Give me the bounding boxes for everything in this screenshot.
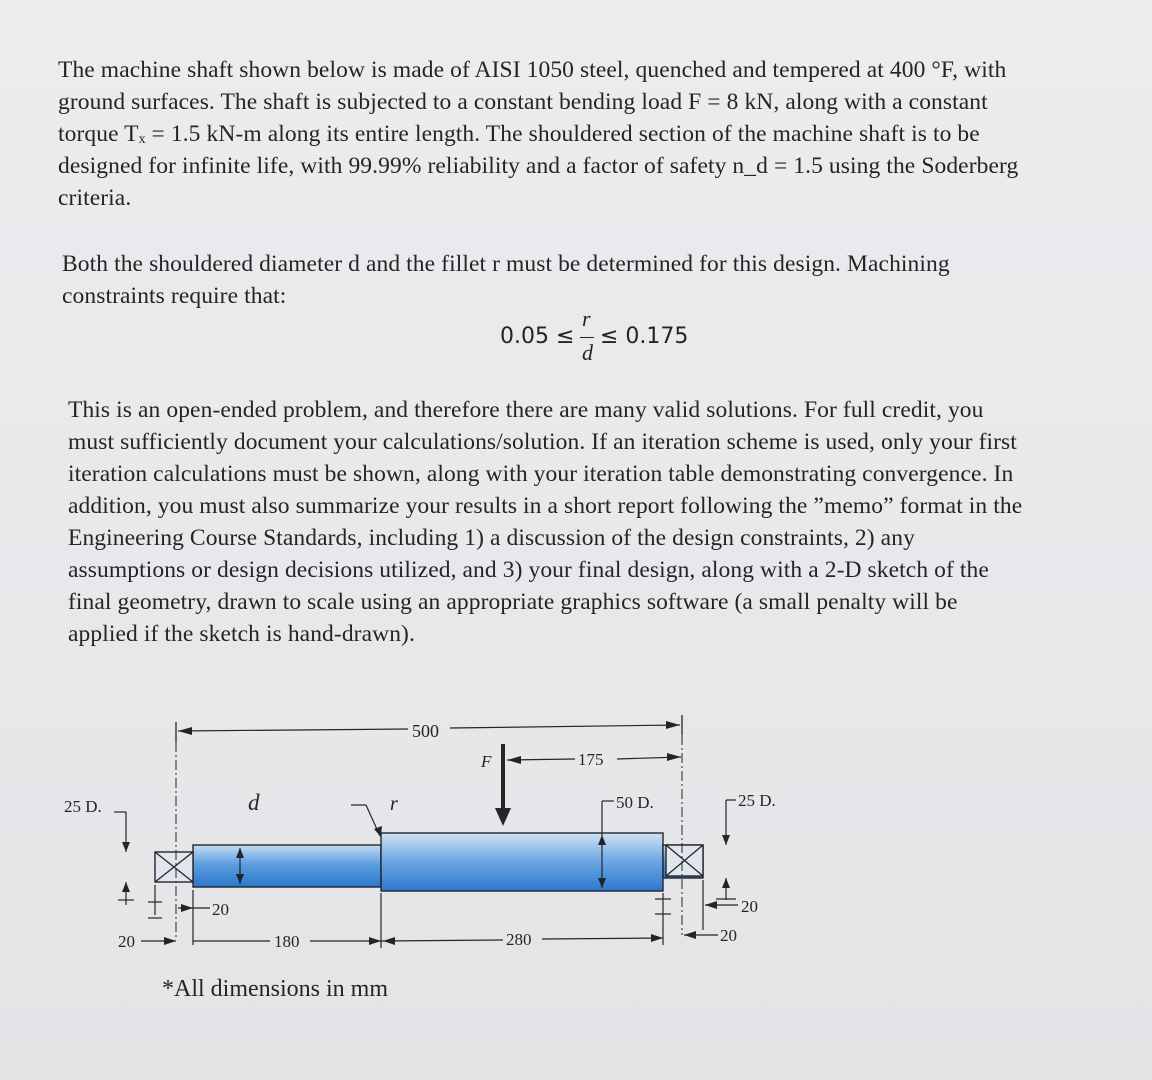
p1-line-2: ground surfaces. The shaft is subjected to a constant bending load F = 8 kN, along with a constant — [58, 89, 988, 115]
p3-line-6: assumptions or design decisions utilized, and 3) your final design, along with a 2-D sketch of the — [68, 557, 989, 583]
left-bearing-dimension — [178, 900, 229, 919]
fillet-r-label: r — [390, 793, 398, 815]
fraction-numerator: r — [582, 306, 591, 331]
overall-length-label: 500 — [412, 721, 439, 741]
right-bearing — [666, 845, 703, 876]
load-position-dimension — [480, 744, 681, 826]
shaft-large-section — [381, 833, 663, 891]
left-end-width-label: 20 — [118, 932, 135, 951]
fraction-denominator: d — [582, 340, 593, 365]
p3-line-5: Engineering Course Standards, including 1) a discussion of the design constraints, 2) any — [68, 525, 915, 551]
constraint-upper-bound: ≤ 0.175 — [600, 324, 689, 349]
p3-line-4: addition, you must also summarize your results in a short report following the ”memo” format in the — [68, 493, 1023, 519]
p1-line-5: criteria. — [58, 185, 132, 211]
fillet-r-leader — [351, 805, 382, 837]
p3-line-7: final geometry, drawn to scale using an appropriate graphics software (a small penalty will be — [68, 589, 958, 615]
mid-diameter-label: 50 D. — [616, 793, 654, 812]
shaft-small-section — [193, 845, 381, 887]
right-bearing-width-label: 20 — [741, 897, 758, 916]
left-bearing — [155, 852, 193, 882]
right-end-width-label: 20 — [720, 926, 737, 945]
large-section-length-label: 280 — [506, 930, 532, 949]
right-end-dimension — [684, 926, 737, 945]
right-diameter-leader — [716, 800, 736, 900]
p3-line-8: applied if the sketch is hand-drawn). — [68, 621, 415, 647]
load-position-label: 175 — [578, 750, 604, 769]
small-section-dimension — [193, 932, 381, 951]
load-arrow — [495, 808, 511, 826]
overall-length-dimension — [176, 715, 682, 742]
left-diameter-leader — [114, 812, 134, 905]
p1-line-1: The machine shaft shown below is made of AISI 1050 steel, quenched and tempered at 400 °F, with — [58, 57, 1007, 83]
p2-line-1: Both the shouldered diameter d and the fillet r must be determined for this design. Machining — [62, 251, 950, 277]
small-section-length-label: 180 — [274, 932, 300, 951]
lower-left-ticks — [148, 885, 381, 948]
units-footnote: *All dimensions in mm — [162, 976, 389, 1002]
p2-line-2: constraints require that: — [62, 283, 287, 309]
p1-line-3: torque Tₓ = 1.5 kN-m along its entire length. The shouldered section of the machine shaft is to be — [58, 121, 980, 147]
p3-line-1: This is an open-ended problem, and therefore there are many valid solutions. For full credit, you — [68, 397, 984, 423]
left-diameter-label: 25 D. — [64, 797, 102, 816]
p3-line-2: must sufficiently document your calculations/solution. If an iteration scheme is used, only your first — [68, 429, 1017, 455]
large-section-dimension — [381, 930, 663, 949]
constraint-lower-bound: 0.05 ≤ — [500, 324, 575, 349]
diameter-d-label: d — [248, 790, 260, 815]
right-bearing-dimension — [705, 897, 758, 916]
right-diameter-label: 25 D. — [738, 791, 776, 810]
p1-line-4: designed for infinite life, with 99.99% reliability and a factor of safety n_d = 1.5 using the Soderberg — [58, 153, 1019, 179]
load-label: F — [481, 752, 492, 771]
p3-line-3: iteration calculations must be shown, along with your iteration table demonstrating convergence. In — [68, 461, 1014, 487]
left-end-dimension — [118, 932, 176, 951]
left-bearing-width-label: 20 — [212, 900, 229, 919]
